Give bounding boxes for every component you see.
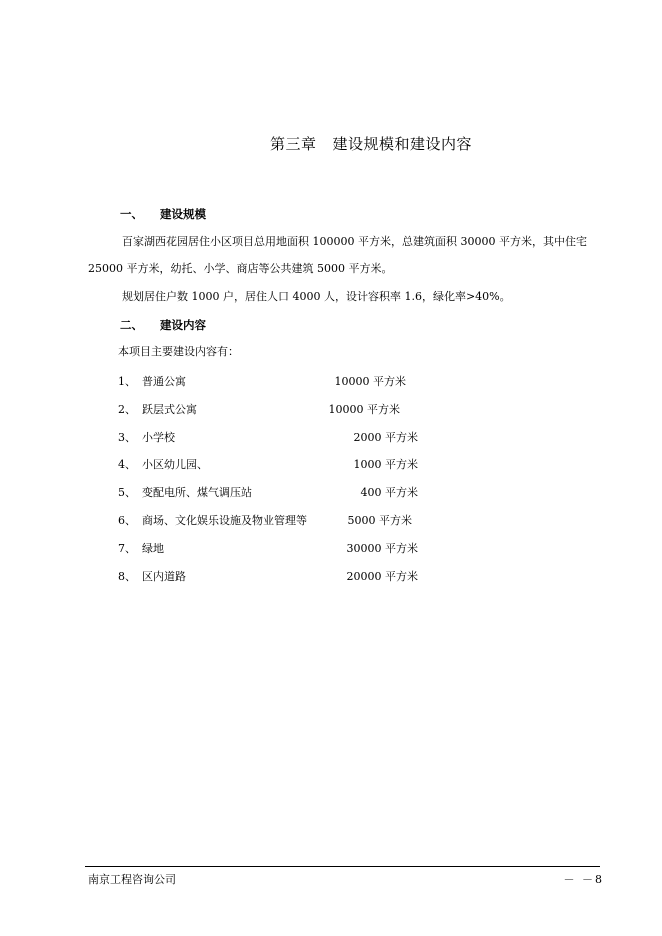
list-item bbox=[118, 535, 478, 563]
scale-paragraph-line1: 百家湖西花园居住小区项目总用地面积 100000 平方米，总建筑面积 30000 平方米，其中住宅 bbox=[122, 235, 587, 248]
item-name: 绿地 bbox=[142, 541, 164, 555]
item-name: 小学校 bbox=[142, 430, 175, 444]
list-item bbox=[118, 451, 478, 479]
item-index: 6、 bbox=[118, 513, 136, 527]
item-name: 普通公寓 bbox=[142, 375, 186, 388]
item-area: 10000 平方米 bbox=[328, 402, 400, 416]
item-index: 5、 bbox=[118, 486, 136, 500]
list-item bbox=[118, 424, 478, 452]
chapter-number: 第三章 bbox=[269, 135, 317, 153]
item-name: 区内道路 bbox=[142, 569, 186, 583]
section-number: 一、 bbox=[120, 207, 143, 221]
item-area: 30000 平方米 bbox=[346, 541, 418, 555]
item-name: 变配电所、煤气调压站 bbox=[142, 486, 252, 500]
item-area: 2000 平方米 bbox=[353, 430, 418, 444]
content-intro: 本项目主要建设内容有： bbox=[118, 345, 239, 358]
section-title: 建设内容 bbox=[160, 318, 206, 332]
item-name: 小区幼儿园、 bbox=[142, 458, 208, 472]
item-area: 1000 平方米 bbox=[353, 458, 418, 472]
chapter-title bbox=[0, 133, 662, 154]
section-heading-scale bbox=[120, 206, 206, 222]
section-heading-content bbox=[120, 317, 206, 333]
list-item bbox=[118, 368, 478, 396]
list-item bbox=[118, 396, 478, 424]
list-item bbox=[118, 479, 478, 507]
list-item bbox=[118, 563, 478, 591]
item-index: 7、 bbox=[118, 541, 136, 555]
footer-divider bbox=[85, 866, 600, 867]
item-name: 跃层式公寓 bbox=[142, 402, 197, 416]
item-index: 3、 bbox=[118, 430, 136, 444]
list-item bbox=[118, 507, 478, 535]
footer-page-number: － －8 bbox=[563, 873, 604, 886]
item-index: 1、 bbox=[118, 375, 136, 388]
section-title: 建设规模 bbox=[160, 207, 206, 221]
item-area: 10000 平方米 bbox=[334, 375, 406, 388]
scale-paragraph-households: 规划居住户数 1000 户，居住人口 4000 人，设计容积率 1.6，绿化率>40%。 bbox=[122, 290, 511, 303]
item-index: 4、 bbox=[118, 458, 136, 472]
item-area: 5000 平方米 bbox=[347, 513, 412, 527]
chapter-title-text: 建设规模和建设内容 bbox=[332, 135, 473, 153]
item-area: 20000 平方米 bbox=[346, 569, 418, 583]
footer-company-name: 南京工程咨询公司 bbox=[88, 873, 176, 886]
section-number: 二、 bbox=[120, 318, 143, 332]
content-list bbox=[118, 368, 478, 590]
item-name: 商场、文化娱乐设施及物业管理等 bbox=[142, 513, 307, 527]
item-index: 8、 bbox=[118, 569, 136, 583]
scale-paragraph-line2: 25000 平方米，幼托、小学、商店等公共建筑 5000 平方米。 bbox=[88, 262, 393, 275]
item-area: 400 平方米 bbox=[360, 486, 418, 500]
item-index: 2、 bbox=[118, 402, 136, 416]
